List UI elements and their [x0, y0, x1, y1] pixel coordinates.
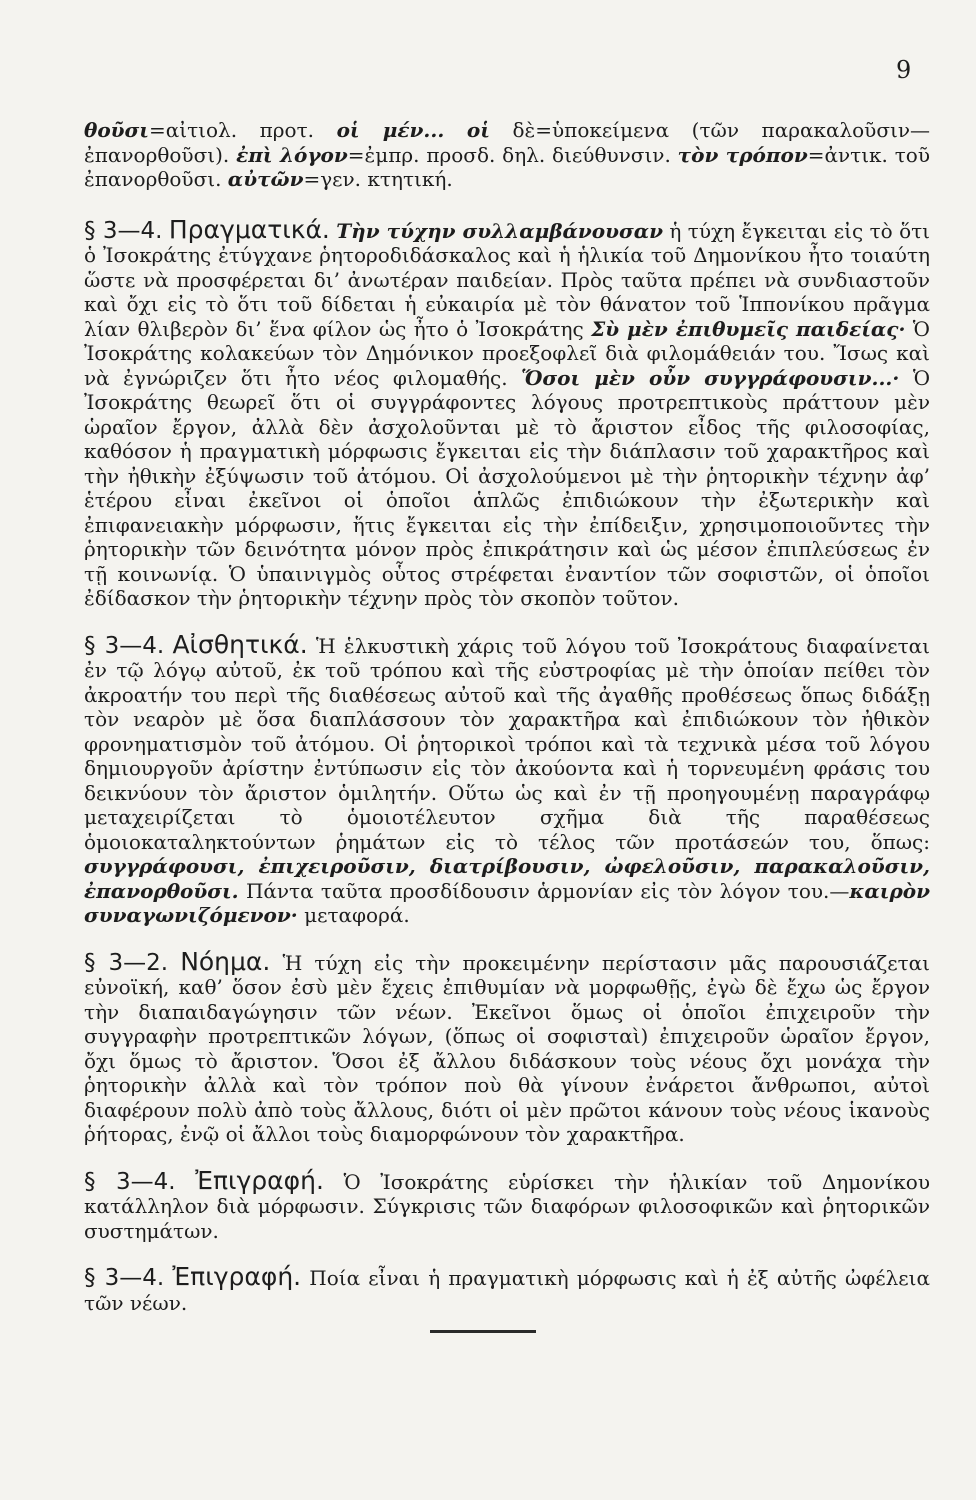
section-pragmatika [84, 214, 931, 611]
section-epigrafi-1 [84, 1165, 930, 1244]
text [444, 118, 467, 142]
section-heading: Πραγματικά. [168, 214, 330, 244]
text: ἡ τύχη ἔγκειται εἰς τὸ ὅτι ὁ Ἰσοκράτης ἐτύγχανε ῥητοροδιδάσκαλος καὶ ἡ ἡλικία τοῦ Δημονίκου ἦτο τοιαύτη ὥστε νὰ προσφέρεται δι’ ἀνωτέραν παιδείαν. Πρὸς ταῦτα πρέπει νὰ συνδιαστοῦν καὶ ὄχι εἰς τὸ ὅτι τοῦ δίδεται ἡ εὐκαιρία μὲ τὸν θάνατον τοῦ Ἱππονίκου πρᾶγμα λίαν θλιβερὸν δι’ ἕνα φίλον ὡς ἦτο ὁ Ἰσοκράτης [84, 218, 931, 341]
text: =ἐμπρ. προσδ. δηλ. διεύθυνσιν. [347, 142, 678, 167]
text: Ὁ Ἰσοκράτης εὑρίσκει τὴν ἡλικίαν τοῦ Δημονίκου κατάλληλον διὰ μόρφωσιν. Σύγκρισις τῶν διαφόρων φιλοσοφικῶν καὶ ῥητορικῶν συστημάτων. [84, 1169, 930, 1243]
text: =αἰτιολ. προτ. [148, 118, 337, 142]
end-rule [430, 1330, 536, 1333]
section-number: § 3—2. [84, 949, 169, 976]
section-heading: Ἐπιγραφή. [195, 1165, 324, 1195]
section-number: § 3—4. [84, 217, 163, 244]
section-number: § 3—4. [84, 1168, 176, 1195]
page-number: 9 [896, 56, 912, 84]
quote: συγγράφουσι, ἐπιχειροῦσιν, διατρίβουσιν, ὠφελοῦσιν, παρακαλοῦσιν, ἐπανορθοῦσι. [84, 854, 930, 903]
quote: καιρὸν συναγωνιζόμενον· [84, 878, 930, 927]
section-epigrafi-2 [84, 1262, 931, 1315]
text: =ἀντικ. τοῦ ἐπανορθοῦσι. [84, 142, 930, 191]
text: Ὁ Ἰσοκράτης κολακεύων τὸν Δημόνικον προεξοφλεῖ διὰ φιλομάθειάν του. Ἴσως καὶ νὰ ἐγνώριζεν ὅτι ἦτο νέος φιλομαθής. [84, 316, 930, 390]
text: Ἡ τύχη εἰς τὴν προκειμένην περίστασιν μᾶς παρουσιάζεται εὐνοϊκή, καθ’ ὅσον ἐσὺ μὲν ἔχεις ἐπιθυμίαν νὰ μορφωθῇς, ἐγὼ δὲ ἔχω ὡς ἔργον τὴν διαπαιδαγώγησιν τῶν νέων. Ἐκεῖνοι ὅμως οἱ ὁποῖοι ἐπιχειροῦν τὴν συγγραφὴν προτρεπτικῶν λόγων, (ὅπως οἱ σοφισταὶ) ἐπιχειροῦν ὡραῖον ἔργον, ὄχι ὅμως τὸ ἄριστον. Ὅσοι ἐξ ἄλλου διδάσκουν τοὺς νέους ὄχι μονάχα τὴν ῥητορικὴν ἀλλὰ καὶ τὸν τρόπον ποὺ θὰ γίνουν ἐνάρετοι ἄνθρωποι, αὐτοὶ διαφέρουν πολὺ ἀπὸ τοὺς ἄλλους, διότι οἱ μὲν πρῶτοι κάνουν τοὺς νέους ἱκανοὺς ῥήτορας, ἐνῷ οἱ ἄλλοι τοὺς διαμορφώνουν τὸν χαρακτῆρα. [84, 950, 930, 1146]
term: οἱ [466, 118, 490, 142]
section-noima [84, 946, 930, 1147]
text: Ὁ Ἰσοκράτης θεωρεῖ ὅτι οἱ συγγράφοντες λόγους προτρεπτικοὺς πράττουν μὲν ὡραῖον ἔργον, ἀλλὰ δὲν ἀσχολοῦνται μὲ τὸ ἄριστον εἶδος τῆς φιλοσοφίας, καθόσον ἡ πραγματικὴ μόρφωσις ἔγκειται εἰς τὴν διάπλασιν τοῦ χαρακτῆρος καὶ τὴν ἠθικὴν ἐξύψωσιν τοῦ ἀτόμου. Οἱ ἀσχολούμενοι μὲ τὴν ῥητορικὴν τέχνην ἀφ’ ἑτέρου εἶναι ἐκεῖνοι οἱ ὁποῖοι ἁπλῶς ἐπιδιώκουν τὴν ἐξωτερικὴν καὶ ἐπιφανειακὴν μόρφωσιν, ἥτις ἔγκειται εἰς τὴν ἐπίδειξιν, χρησιμοποιοῦντες τὴν ῥητορικὴν τῶν δεινότητα μόνον πρὸς ἐπικράτησιν καὶ ὡς μέσον ἐπιπλεύσεως ἐν τῇ κοινωνίᾳ. Ὁ ὑπαινιγμὸς οὗτος στρέφεται ἐναντίον τῶν σοφιστῶν, οἱ ὁποῖοι ἐδίδασκον τὴν ῥητορικὴν τέχνην πρὸς τὸν σκοπὸν τοῦτον. [84, 365, 931, 610]
section-heading: Ἐπιγραφή. [172, 1262, 302, 1291]
section-heading: Νόημα. [180, 946, 271, 976]
term: θοῦσι [84, 118, 149, 142]
section-aisthitika [84, 629, 931, 928]
intro-paragraph [84, 118, 930, 192]
quote: Σὺ μὲν ἐπιθυμεῖς παιδείας· [591, 316, 906, 341]
term: οἱ μέν... [336, 118, 445, 142]
text: δὲ=ὑποκείμενα (τῶν παρακαλοῦσιν—ἐπανορθοῦσι). [84, 118, 930, 167]
term: ἐπὶ λόγον [236, 142, 348, 167]
text: Ἡ ἑλκυστικὴ χάρις τοῦ λόγου τοῦ Ἰσοκράτους διαφαίνεται ἐν τῷ λόγῳ αὐτοῦ, ἐκ τοῦ τρόπου καὶ τῆς εὐστροφίας μὲ τὴν ὁποίαν πείθει τὸν ἀκροατήν του περὶ τῆς διαθέσεως αὐτοῦ καὶ τῆς ἀγαθῆς προθέσεως ὅπως διδάξῃ τὸν νεαρὸν μὲ ὅσα διαπλάσσουν τὸν χαρακτῆρα καὶ ἐπιδιώκουν τὸν ἠθικὸν φρονηματισμὸν τοῦ ἀτόμου. Οἱ ῥητορικοὶ τρόποι καὶ τὰ τεχνικὰ μέσα τοῦ λόγου δημιουργοῦν ἀρίστην ἐντύπωσιν εἰς τὸν ἀκούοντα καὶ ἡ τορνευμένη φράσις του δεικνύουν τὸν ἄριστον ὁμιλητήν. Οὕτω ὡς καὶ ἐν τῇ προηγουμένῃ παραγράφῳ μεταχειρίζεται τὸ ὁμοιοτέλευτον σχῆμα διὰ τῆς παραθέσεως ὁμοιοκαταληκτούντων ῥημάτων εἰς τὸ τέλος τῶν προτάσεών του, ὅπως: [84, 633, 931, 854]
text: Ποία εἶναι ἡ πραγματικὴ μόρφωσις καὶ ἡ ἐξ αὐτῆς ὠφέλεια τῶν νέων. [84, 1266, 931, 1315]
section-number: § 3—4. [84, 1265, 165, 1291]
section-number: § 3—4. [84, 632, 165, 659]
section-heading: Αἰσθητικά. [172, 629, 308, 659]
term: αὐτῶν [227, 167, 304, 191]
text: =γεν. κτητική. [303, 167, 453, 191]
text: μεταφορά. [297, 903, 410, 927]
term: τὸν τρόπον [677, 142, 808, 167]
body-text [84, 118, 930, 1315]
text: Πάντα ταῦτα προσδίδουσιν ἁρμονίαν εἰς τὸν λόγον του.— [238, 878, 850, 903]
quote: Ὅσοι μὲν οὖν συγγράφουσιν...· [521, 365, 900, 390]
quote: Τὴν τύχην συλλαμβάνουσαν [336, 218, 664, 243]
